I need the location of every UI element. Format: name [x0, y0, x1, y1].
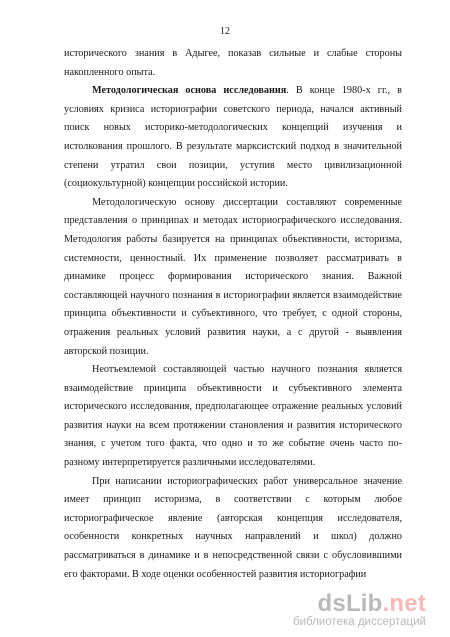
- paragraph: [64, 45, 402, 82]
- page-number: 12: [220, 26, 230, 37]
- paragraph-text: . В конце 1980-х гг., в условиях кризиса историографии советского периода, начался активный поиск новых историко-методологических концепций изучения и истолкования прошлого. В результате марксистский подход в значительной степени утратил свои позиции, уступив место цивилизационной (социокультурной) концепции российской истории.: [64, 85, 402, 190]
- paragraph-text: Методологическую основу диссертации составляют современные представления о принципах и методах историографического исследования. Методология работы базируется на принципах объективности, историзма, системности, ценностный. Их применение позволяет рассматривать в динамике процесс формирования исторического знания. Важной составляющей научного познания в историографии является взаимодействие принципа объективности и субъективного, что требует, с одной стороны, отражения реальных условий развития науки, а с другой - выявления авторской позиции.: [64, 196, 402, 357]
- paragraph-text: При написании историографических работ универсальное значение имеет принцип историзма, в соответствии с которым любое историографическое явление (авторская концепция исследователя, особенности конкретных научных направлений и школ) должно рассматриваться в динамике и в непосредственной связи с обусловившими его факторами. В ходе оценки особенностей развития историографии: [64, 475, 402, 580]
- paragraph-text: Неотъемлемой составляющей частью научного познания является взаимодействие принципа объективности и субъективного элемента исторического исследования, предполагающее отражение реальных условий развития науки на всем протяжении становления и развития исторического знания, с учетом того факта, что одно и то же событие очень часто по-разному интерпретируется различными исследователями.: [64, 364, 402, 469]
- watermark-logo: [293, 592, 426, 616]
- paragraph: [64, 473, 402, 585]
- paragraph: [64, 82, 402, 194]
- watermark-logo-main: dsLib: [317, 590, 383, 617]
- document-body: [64, 45, 402, 584]
- paragraph: [64, 361, 402, 473]
- watermark-logo-tld: .net: [382, 590, 426, 617]
- paragraph: [64, 194, 402, 361]
- watermark-subtitle: библиотека диссертаций: [293, 616, 426, 628]
- watermark: [293, 592, 426, 629]
- section-heading-inline: Методологическая основа исследования: [92, 85, 287, 97]
- paragraph-text: исторического знания в Адыгее, показав сильные и слабые стороны накопленного опыта.: [64, 48, 402, 78]
